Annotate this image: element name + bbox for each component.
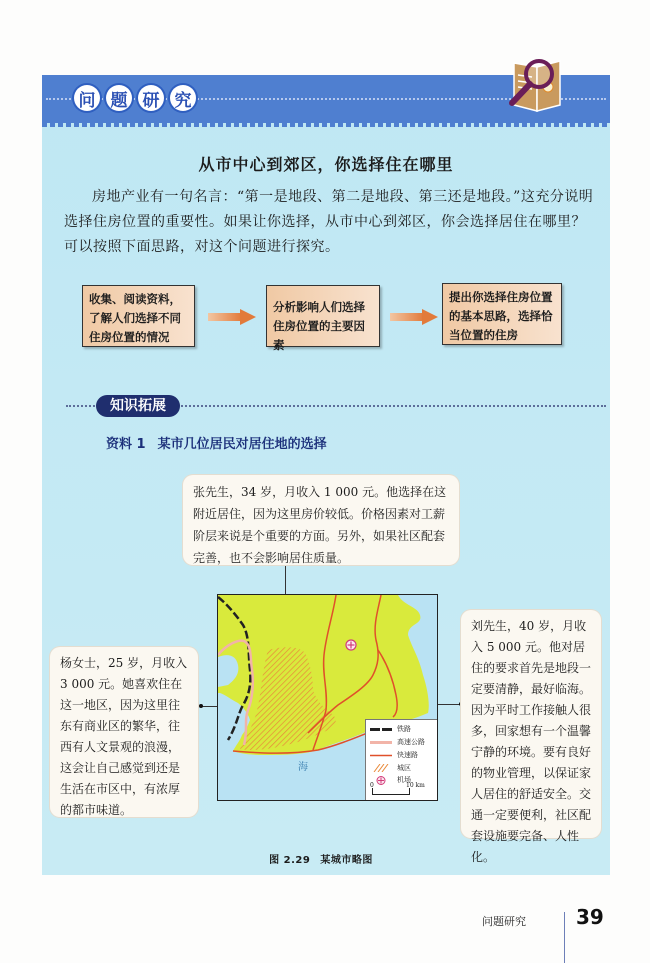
problem-study-panel — [42, 75, 610, 875]
figure-caption — [42, 851, 610, 866]
legend-label: 城区 — [397, 764, 411, 772]
figure-number: 图 2.29 — [269, 855, 311, 866]
legend-label: 高速公路 — [397, 738, 425, 746]
header-band — [42, 75, 610, 123]
flow-step-2: 分析影响人们选择住房位置的主要因素 — [266, 285, 380, 347]
scale-start: 0 — [370, 782, 374, 789]
footer-section-label: 问题研究 — [482, 915, 526, 928]
scale-bar — [372, 788, 410, 795]
topic-title: 从市中心到郊区，你选择住在哪里 — [198, 155, 454, 174]
arrow-right-icon — [208, 309, 256, 325]
flow-step-1: 收集、阅读资料，了解人们选择不同住房位置的情况 — [82, 285, 195, 347]
legend-railway — [370, 724, 411, 734]
legend-urban-area — [370, 763, 411, 773]
legend-label: 铁路 — [397, 725, 411, 733]
magnifier-book-icon — [502, 53, 572, 115]
expressway-symbol-icon — [370, 740, 392, 745]
material-title: 某市几位居民对居住地的选择 — [157, 437, 327, 452]
topic-intro: 房地产业有一句名言：“第一是地段、第二是地段、第三还是地段。”这充分说明选择住房位置的重要性。如果让你选择，从市中心到郊区，你会选择居住在哪里？可以按照下面思路，对这个问题进行探究。 — [64, 189, 594, 255]
callout-yang: 杨女士，25 岁，月收入 3 000 元。她喜欢住在这一地区，因为这里往东有商业区的繁华，往西有人文景观的浪漫，这会让自己感觉到还是生活在市区中，有浓厚的都市味道。 — [50, 647, 198, 817]
fast-road-symbol-icon — [370, 753, 392, 758]
legend-expressway — [370, 737, 425, 747]
legend-label: 机场 — [397, 776, 411, 784]
footer-divider — [564, 912, 565, 963]
material-number: 资料 1 — [106, 437, 146, 452]
callout-liu: 刘先生，40 岁，月收入 5 000 元。他对居住的要求首先是地段一定要清静，最好临海。因为平时工作接触人很多，回家想有一个温馨宁静的环境。要有良好的物业管理，以保证家人居住的舒适安全。交通一定要便利，社区配套设施要完备、人性化。 — [461, 610, 601, 838]
urban-hatch-symbol-icon — [370, 764, 392, 772]
material-heading — [106, 433, 339, 452]
flow-step-3: 提出你选择住房位置的基本思路，选择恰当位置的住房 — [442, 283, 562, 345]
header-teeth — [42, 121, 610, 127]
map-legend — [365, 719, 438, 801]
sea-label-svg: 海 — [298, 762, 308, 773]
legend-airport — [370, 775, 411, 785]
callout-zhang: 张先生，34 岁，月收入 1 000 元。他选择在这附近居住，因为这里房价较低。价格因素对工薪阶层来说是个重要的方面。另外，如果社区配套完善，也不会影响居住质量。 — [183, 475, 459, 565]
knowledge-extension-label: 知识拓展 — [96, 395, 180, 417]
railway-symbol-icon — [370, 727, 392, 732]
arrow-right-icon — [390, 309, 438, 325]
scale-end: 10 km — [406, 782, 425, 789]
badge-char: 究 — [170, 85, 196, 111]
figure-title: 某城市略图 — [320, 855, 373, 866]
legend-fast-road — [370, 750, 418, 760]
leader-dot — [199, 704, 203, 708]
section-badges — [74, 85, 196, 111]
badge-char: 研 — [138, 85, 164, 111]
badge-char: 问 — [74, 85, 100, 111]
legend-label: 快速路 — [397, 751, 418, 759]
city-map — [217, 594, 438, 801]
page-number: 39 — [576, 905, 604, 929]
knowledge-extension-header — [66, 395, 606, 417]
badge-char: 题 — [106, 85, 132, 111]
